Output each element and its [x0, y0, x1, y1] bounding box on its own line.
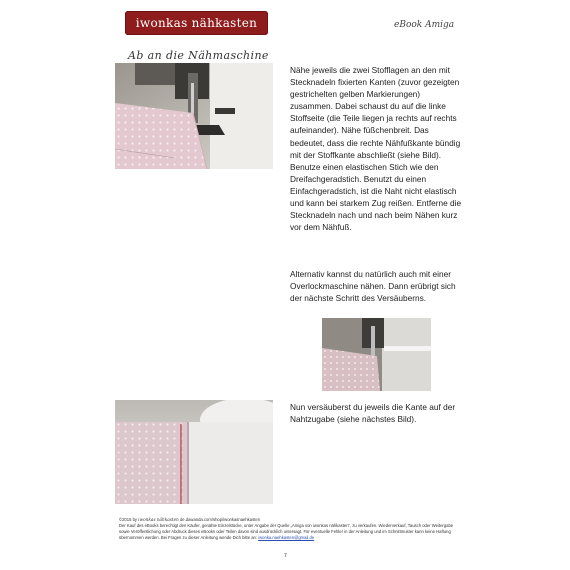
paragraph-finishing-edge: Nun versäuberst du jeweils die Kante auf der Nahtzugabe (siehe nächstes Bild).: [290, 402, 456, 425]
shop-url[interactable]: de.dawanda.com/shop/iwonkasnaehkasten: [179, 517, 261, 522]
legal-text: Der Kauf des eBooks berechtigt den Käufer, genähte Einzelstücke, unter Angabe der Quelle „Amiga von iwonkas nähkasten“, zu verkaufen. Wiederverkauf, Tausch oder Weitergabe sowie Veröffentlichung oder Abdruck dieses eBooks oder Teilen davon sind ausdrücklich untersagt. Für eventuelle Fehler in der Anleitung und im Schnittmuster kann keine Haftung übernommen werden. Bei Fragen zu dieser Anleitung wende Dich bitte an:: [119, 523, 454, 540]
finished-seam-photo: [115, 400, 273, 504]
copyright-prefix: ©2015 by: [119, 517, 137, 522]
brand-logo: [125, 11, 268, 35]
paragraph-overlock-alternative: Alternativ kannst du natürlich auch mit einer Overlockmaschine nähen. Dann erübrigt sich der nächste Schritt des Versäuberns.: [290, 269, 456, 304]
footer-legal: [119, 517, 462, 541]
section-title: Ab an die Nähmaschine: [128, 49, 269, 62]
sewing-machine-seam-photo: [115, 63, 273, 169]
logo-text: iwonkas nähkasten: [135, 16, 258, 30]
overlock-photo: [322, 318, 431, 391]
contact-email-link[interactable]: iwonka.naehkasten@gmail.de: [258, 535, 315, 540]
page-number: 7: [284, 553, 287, 559]
footer-brand: iwonkas nähkasten: [138, 517, 179, 522]
paragraph-sewing-instructions: Nähe jeweils die zwei Stofflagen an den mit Stecknadeln fixierten Kanten (zuvor gezeigten gestrichelten gelben Markierungen) zusammen. Dabei schaust du auf die linke Stoffseite (die Teile liegen ja rechts auf rechts aufeinander). Nähe füßchenbreit. Das bedeutet, dass die rechte Nähfußkante bündig mit der Stoffkante abschließt (siehe Bild). Benutze einen elastischen Stich wie den Dreifachgeradstich. Benutzt du einen Einfachgeradstich, ist die Naht nicht elastisch und kann bei starkem Zug reißen. Entferne die Stecknadeln nach und nach beim Nähen kurz vor dem Nähfuß.: [290, 65, 462, 233]
ebook-label: eBook Amiga: [394, 20, 455, 30]
